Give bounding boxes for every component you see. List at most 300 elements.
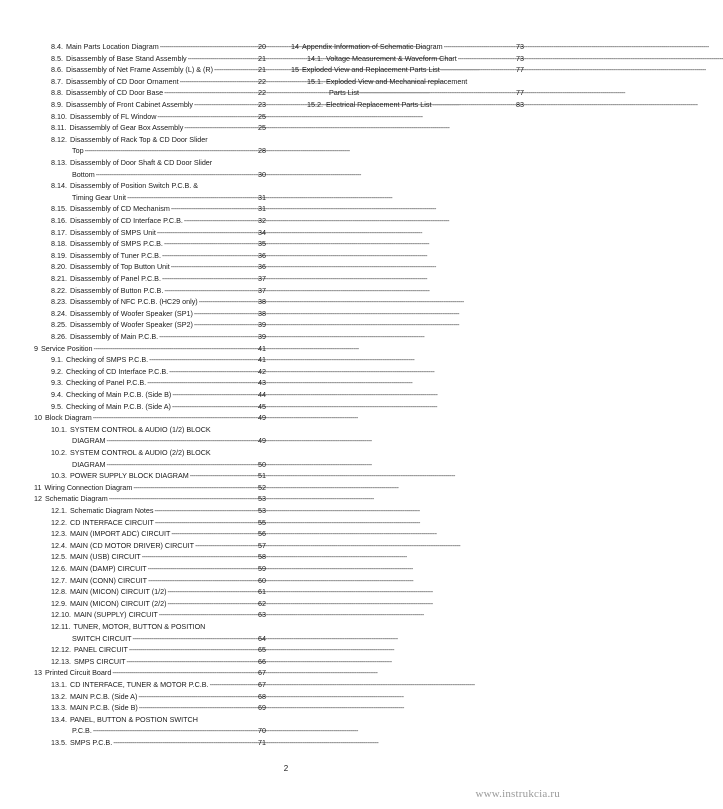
- toc-entry-title: Appendix Information of Schematic Diagram: [302, 42, 443, 51]
- toc-entry-title: Disassembly of Tuner P.C.B.: [70, 250, 161, 260]
- dot-leader: [138, 691, 257, 703]
- toc-entry-title: CD INTERFACE CIRCUIT: [70, 517, 154, 527]
- toc-entry-title: MAIN (IMPORT ADC) CIRCUIT: [70, 529, 171, 539]
- toc-entry-page: 31: [258, 204, 266, 214]
- toc-entry: [51, 551, 266, 563]
- toc-entry-number: 13: [34, 668, 42, 678]
- dot-leader: [133, 633, 258, 645]
- toc-entry-page: 83: [516, 100, 524, 109]
- toc-entry-page: 63: [258, 610, 266, 620]
- toc-entry-number: 8.22.: [51, 285, 67, 295]
- toc-entry-title: Disassembly of Woofer Speaker (SP2): [70, 320, 193, 330]
- toc-entry-page: 35: [258, 239, 266, 249]
- toc-entry: [72, 725, 266, 737]
- toc-entry-title: Block Diagram: [45, 413, 92, 423]
- toc-entry-page: 49: [258, 436, 266, 446]
- toc-entry: [307, 76, 524, 88]
- toc-entry-title: PANEL, BUTTON & POSTION SWITCH: [70, 714, 198, 724]
- toc-entry-title: Voltage Measurement & Waveform Chart: [326, 53, 457, 63]
- toc-entry: [34, 482, 266, 494]
- toc-entry: [51, 609, 266, 621]
- toc-entry-title: Disassembly of SMPS Unit: [70, 227, 156, 237]
- toc-entry-number: 10.2.: [51, 448, 67, 457]
- toc-entry-number: 12.8.: [51, 587, 67, 597]
- toc-entry-number: 8.25.: [51, 320, 67, 330]
- toc-entry-page: 56: [258, 529, 266, 539]
- toc-entry: [51, 366, 266, 378]
- toc-entry-title: Disassembly of Panel P.C.B.: [70, 274, 161, 283]
- dot-leader: [157, 227, 257, 239]
- dot-leader: [107, 459, 257, 471]
- toc-entry-title: Disassembly of CD Interface P.C.B.: [70, 216, 183, 225]
- toc-entry: [51, 656, 266, 668]
- toc-entry-title: Disassembly of Front Cabinet Assembly: [66, 100, 194, 109]
- toc-entry-number: 8.17.: [51, 227, 67, 237]
- toc-entry-page: 21: [258, 53, 266, 63]
- toc-entry: [72, 435, 266, 447]
- dot-leader: [139, 702, 257, 714]
- toc-entry-title: TUNER, MOTOR, BUTTON & POSITION: [73, 622, 206, 631]
- toc-entry-page: 66: [258, 656, 266, 666]
- toc-entry-number: 13.2.: [51, 691, 67, 701]
- toc-entry-title: MAIN P.C.B. (Side B): [70, 703, 138, 713]
- toc-entry: [51, 644, 266, 656]
- toc-entry-number: 8.21.: [51, 274, 67, 283]
- toc-entry-title: DIAGRAM: [72, 436, 106, 446]
- toc-entry-title: Disassembly of Button P.C.B.: [70, 285, 164, 295]
- toc-entry-number: 12.11.: [51, 622, 71, 631]
- toc-entry-title: Parts List: [329, 88, 359, 98]
- toc-entry-page: 44: [258, 390, 266, 399]
- toc-entry-number: 12.9.: [51, 598, 67, 608]
- toc-entry-page: 65: [258, 645, 266, 655]
- toc-entry-number: 8.15.: [51, 204, 67, 214]
- toc-entry: [51, 377, 266, 389]
- toc-entry-number: 9: [34, 343, 38, 353]
- dot-leader: [432, 99, 515, 111]
- toc-entry: [51, 64, 266, 76]
- toc-entry-number: 11: [34, 482, 42, 492]
- toc-entry-page: 38: [258, 297, 266, 307]
- toc-entry: [51, 227, 266, 239]
- toc-entry-page: 49: [258, 413, 266, 423]
- toc-entry-number: 8.7.: [51, 76, 63, 86]
- toc-entry: [51, 470, 266, 482]
- toc-entry-number: 8.20.: [51, 262, 67, 272]
- toc-entry-title: Checking of Main P.C.B. (Side A): [66, 401, 171, 411]
- toc-entry: [51, 111, 266, 123]
- dot-leader: [85, 145, 257, 157]
- toc-entry-title: Printed Circuit Board: [45, 668, 112, 678]
- dot-leader: [360, 87, 515, 99]
- toc-entry-page: 23: [258, 100, 266, 109]
- toc-entry-page: 30: [258, 169, 266, 179]
- toc-entry-page: 25: [258, 111, 266, 121]
- toc-entry-title: Wiring Connection Diagram: [44, 482, 133, 492]
- dot-leader: [164, 238, 257, 250]
- toc-entry-title: SWITCH CIRCUIT: [72, 633, 132, 643]
- toc-entry-number: 12.12.: [51, 645, 71, 655]
- toc-entry-page: 60: [258, 575, 266, 585]
- toc-entry-page: 36: [258, 262, 266, 272]
- page-number: 2: [283, 764, 289, 773]
- toc-entry-number: 14.1.: [307, 53, 323, 63]
- dot-leader: [172, 401, 257, 413]
- toc-entry-title: Disassembly of Top Button Unit: [70, 262, 170, 272]
- toc-entry-number: 13.4.: [51, 714, 67, 724]
- toc-entry: [51, 563, 266, 575]
- dot-leader: [159, 609, 257, 621]
- toc-entry-title: Disassembly of Rack Top & CD Door Slider: [70, 134, 208, 144]
- toc-entry-title: Checking of Panel P.C.B.: [66, 378, 147, 388]
- toc-entry: [307, 99, 524, 111]
- dot-leader: [162, 250, 257, 262]
- dot-leader: [148, 563, 257, 575]
- toc-entry-title: Service Position: [41, 343, 93, 353]
- toc-entry-number: 12.3.: [51, 529, 67, 539]
- toc-entry-number: 13.3.: [51, 703, 67, 713]
- toc-entry: [51, 215, 266, 227]
- toc-entry-title: Disassembly of Net Frame Assembly (L) & (R): [66, 65, 213, 75]
- toc-entry-page: 32: [258, 216, 266, 225]
- toc-entry: [51, 296, 266, 308]
- toc-entry-title: Disassembly of SMPS P.C.B.: [70, 239, 163, 249]
- dot-leader: [127, 192, 257, 204]
- toc-entry-title: Disassembly of CD Door Ornament: [66, 76, 179, 86]
- toc-entry-page: 55: [258, 517, 266, 527]
- toc-entry-page: 57: [258, 540, 266, 550]
- toc-entry-page: 69: [258, 703, 266, 713]
- toc-entry: [51, 424, 266, 436]
- dot-leader: [195, 540, 257, 552]
- toc-entry: [72, 633, 266, 645]
- toc-entry-title: MAIN (CD MOTOR DRIVER) CIRCUIT: [70, 540, 195, 550]
- toc-entry: [51, 134, 266, 146]
- toc-entry-number: 8.12.: [51, 134, 67, 144]
- toc-entry-title: Schematic Diagram: [45, 494, 108, 504]
- toc-entry-number: 12.1.: [51, 506, 67, 515]
- toc-entry: [51, 250, 266, 262]
- toc-entry-page: 61: [258, 587, 266, 597]
- dot-leader: [112, 667, 257, 679]
- dot-leader: [107, 435, 257, 447]
- toc-entry-number: 8.19.: [51, 250, 67, 260]
- dot-leader: [157, 111, 257, 123]
- toc-entry-number: 8.23.: [51, 297, 67, 307]
- dot-leader: [96, 169, 257, 181]
- toc-entry-number: 9.3.: [51, 378, 63, 388]
- toc-entry-title: Exploded View and Replacement Parts List: [302, 65, 440, 75]
- toc-entry-title: SYSTEM CONTROL & AUDIO (2/2) BLOCK: [70, 448, 211, 457]
- toc-entry: [51, 261, 266, 273]
- dot-leader: [159, 331, 257, 343]
- toc-entry-page: 67: [258, 668, 266, 678]
- toc-entry-title: Disassembly of CD Door Base: [66, 88, 164, 98]
- toc-entry: [51, 203, 266, 215]
- toc-entry: [34, 667, 266, 679]
- toc-entry-number: 12.10.: [51, 610, 71, 620]
- toc-entry: [51, 99, 266, 111]
- toc-entry-page: 20: [258, 42, 266, 51]
- dot-leader: [199, 296, 257, 308]
- toc-entry-number: 12.13.: [51, 656, 71, 666]
- toc-entry-number: 12.7.: [51, 575, 67, 585]
- toc-entry-title: SYSTEM CONTROL & AUDIO (1/2) BLOCK: [70, 424, 211, 434]
- toc-entry: [51, 180, 266, 192]
- toc-entry-page: 73: [516, 53, 524, 63]
- toc-entry-title: Disassembly of Main P.C.B.: [70, 332, 159, 341]
- toc-entry-title: Schematic Diagram Notes: [70, 506, 154, 515]
- toc-entry: [51, 87, 266, 99]
- toc-entry-page: 52: [258, 482, 266, 492]
- toc-entry: [291, 64, 524, 76]
- toc-entry: [51, 737, 266, 749]
- toc-entry-title: P.C.B.: [72, 726, 92, 736]
- toc-entry-number: 15: [291, 65, 299, 75]
- toc-entry: [51, 331, 266, 343]
- toc-entry: [51, 505, 266, 517]
- toc-entry-number: 8.9.: [51, 100, 63, 109]
- dot-leader: [184, 215, 257, 227]
- toc-entry-number: 8.24.: [51, 308, 67, 318]
- dot-leader: [129, 644, 257, 656]
- dot-leader: [172, 389, 257, 401]
- toc-entry-title: Disassembly of FL Window: [70, 111, 157, 121]
- dot-leader: [127, 656, 258, 668]
- toc-entry: [34, 412, 266, 424]
- toc-entry-number: 8.18.: [51, 239, 67, 249]
- toc-entry: [51, 517, 266, 529]
- toc-entry: [51, 540, 266, 552]
- toc-entry: [51, 41, 266, 53]
- toc-entry: [51, 273, 266, 285]
- toc-entry-number: 8.10.: [51, 111, 67, 121]
- toc-entry-page: 31: [258, 192, 266, 202]
- toc-entry-number: 12.2.: [51, 517, 67, 527]
- toc-entry-title: MAIN (MICON) CIRCUIT (2/2): [70, 598, 167, 608]
- toc-entry-title: Disassembly of Gear Box Assembly: [69, 123, 184, 133]
- toc-entry-page: 67: [258, 680, 266, 689]
- toc-entry: [51, 528, 266, 540]
- toc-entry-title: CD INTERFACE, TUNER & MOTOR P.C.B.: [70, 680, 209, 689]
- toc-entry: [51, 389, 266, 401]
- dot-leader: [194, 308, 257, 320]
- dot-leader: [180, 76, 257, 88]
- toc-entry-number: 12.6.: [51, 564, 67, 573]
- dot-leader: [93, 725, 257, 737]
- toc-entry-number: 8.5.: [51, 53, 63, 63]
- toc-entry: [329, 87, 524, 99]
- toc-entry-number: 8.16.: [51, 216, 67, 225]
- toc-entry-number: 8.4.: [51, 42, 63, 51]
- dot-leader: [93, 412, 257, 424]
- toc-entry-page: 62: [258, 598, 266, 608]
- toc-entry-title: Disassembly of Position Switch P.C.B. &: [70, 181, 199, 191]
- toc-entry-title: Disassembly of Base Stand Assembly: [66, 53, 187, 63]
- toc-entry-title: MAIN (CONN) CIRCUIT: [70, 575, 148, 585]
- toc-entry-title: MAIN (DAMP) CIRCUIT: [70, 564, 147, 573]
- dot-leader: [160, 41, 257, 53]
- toc-entry-page: 77: [516, 65, 524, 75]
- watermark: www.instrukcia.ru: [475, 788, 560, 800]
- toc-entry-page: 77: [516, 88, 524, 98]
- toc-entry: [72, 145, 266, 157]
- toc-entry-number: 12.5.: [51, 552, 67, 562]
- toc-entry-title: Checking of Main P.C.B. (Side B): [66, 390, 172, 399]
- toc-entry-number: 9.2.: [51, 366, 63, 376]
- toc-entry-page: 22: [258, 76, 266, 86]
- dot-leader: [444, 41, 515, 53]
- toc-entry-title: PANEL CIRCUIT: [73, 645, 128, 655]
- toc-entry-page: 45: [258, 401, 266, 411]
- toc-entry-number: 8.26.: [51, 332, 67, 341]
- toc-entry: [291, 41, 524, 53]
- toc-entry-title: SMPS CIRCUIT: [73, 656, 126, 666]
- toc-entry: [51, 598, 266, 610]
- toc-entry-page: 64: [258, 633, 266, 643]
- toc-entry-title: Timing Gear Unit: [72, 192, 127, 202]
- toc-entry-title: MAIN (SUPPLY) CIRCUIT: [73, 610, 158, 620]
- dot-leader: [109, 493, 257, 505]
- toc-entry-title: DIAGRAM: [72, 459, 106, 469]
- toc-entry-title: Disassembly of CD Mechanism: [70, 204, 170, 214]
- toc-entry: [34, 493, 266, 505]
- toc-entry-page: 70: [258, 726, 266, 736]
- toc-entry-title: SMPS P.C.B.: [70, 738, 113, 747]
- toc-entry-page: 51: [258, 471, 266, 481]
- toc-entry: [51, 157, 266, 169]
- toc-entry: [51, 354, 266, 366]
- dot-leader: [441, 64, 515, 76]
- dot-leader: [184, 122, 257, 134]
- dot-leader: [171, 203, 257, 215]
- toc-entry-title: Disassembly of Door Shaft & CD Door Slider: [70, 158, 213, 167]
- toc-entry-number: 12: [34, 494, 42, 504]
- dot-leader: [164, 285, 257, 297]
- toc-entry-number: 10.1.: [51, 424, 67, 434]
- toc-entry-number: 13.1.: [51, 680, 67, 689]
- toc-entry: [51, 679, 266, 691]
- toc-entry: [51, 238, 266, 250]
- toc-entry-page: 59: [258, 564, 266, 573]
- toc-entry-number: 14: [291, 42, 299, 51]
- dot-leader: [190, 470, 257, 482]
- toc-entry-number: 13.5.: [51, 738, 67, 747]
- toc-entry-title: Checking of CD Interface P.C.B.: [66, 366, 169, 376]
- dot-leader: [148, 575, 257, 587]
- toc-entry-page: 39: [258, 332, 266, 341]
- dot-leader: [142, 551, 257, 563]
- dot-leader: [147, 377, 257, 389]
- toc-entry-page: 39: [258, 320, 266, 330]
- toc-entry-number: 8.13.: [51, 158, 67, 167]
- toc-entry: [72, 459, 266, 471]
- toc-entry-number: 8.6.: [51, 65, 63, 75]
- toc-entry: [51, 285, 266, 297]
- dot-leader: [171, 528, 257, 540]
- toc-entry-page: 58: [258, 552, 266, 562]
- dot-leader: [458, 53, 515, 65]
- toc-entry-title: Disassembly of Woofer Speaker (SP1): [70, 308, 193, 318]
- toc-entry-title: Disassembly of NFC P.C.B. (HC29 only): [70, 297, 198, 307]
- toc-entry-title: Bottom: [72, 169, 95, 179]
- toc-entry-page: 73: [516, 42, 524, 51]
- toc-entry-title: MAIN P.C.B. (Side A): [70, 691, 138, 701]
- toc-entry-page: 53: [258, 506, 266, 515]
- dot-leader: [210, 679, 257, 691]
- toc-entry-number: 9.5.: [51, 401, 63, 411]
- toc-entry-number: 8.11.: [51, 123, 67, 133]
- toc-entry: [51, 53, 266, 65]
- toc-entry: [51, 308, 266, 320]
- toc-entry-title: Electrical Replacement Parts List: [326, 100, 432, 109]
- toc-entry-title: MAIN (MICON) CIRCUIT (1/2): [70, 587, 167, 597]
- toc-entry-number: 8.14.: [51, 181, 67, 191]
- toc-entry-page: 37: [258, 285, 266, 295]
- dot-leader: [113, 737, 257, 749]
- dot-leader: [149, 354, 257, 366]
- toc-entry-number: 10.3.: [51, 471, 67, 481]
- toc-entry-number: 8.8.: [51, 88, 63, 98]
- toc-entry-page: 38: [258, 308, 266, 318]
- toc-entry-title: MAIN (USB) CIRCUIT: [70, 552, 141, 562]
- toc-entry-title: Top: [72, 146, 84, 156]
- toc-entry: [51, 447, 266, 459]
- toc-entry-page: 22: [258, 88, 266, 98]
- toc-entry-page: 21: [258, 65, 266, 75]
- toc-entry-page: 43: [258, 378, 266, 388]
- toc-entry-title: POWER SUPPLY BLOCK DIAGRAM: [70, 471, 189, 481]
- toc-entry-number: 15.2.: [307, 100, 323, 109]
- toc-entry-number: 12.4.: [51, 540, 67, 550]
- dot-leader: [133, 482, 257, 494]
- dot-leader: [214, 64, 257, 76]
- toc-entry: [307, 53, 524, 65]
- toc-entry: [34, 343, 266, 355]
- toc-entry-title: Exploded View and Mechanical replacement: [326, 76, 468, 86]
- dot-leader: [94, 343, 257, 355]
- toc-entry-page: 34: [258, 227, 266, 237]
- toc-entry: [72, 192, 266, 204]
- toc-entry: [51, 319, 266, 331]
- dot-leader: [168, 586, 258, 598]
- dot-leader: [194, 319, 257, 331]
- dot-leader: [171, 261, 257, 273]
- dot-leader: [194, 99, 257, 111]
- toc-entry-title: Checking of SMPS P.C.B.: [66, 355, 149, 365]
- dot-leader: [188, 53, 257, 65]
- dot-leader: [164, 87, 257, 99]
- toc-entry-number: 9.1.: [51, 355, 63, 365]
- toc-entry-number: 15.1.: [307, 76, 323, 86]
- dot-leader: [155, 517, 257, 529]
- toc-entry: [51, 621, 266, 633]
- toc-entry-page: 71: [258, 738, 266, 747]
- toc-entry: [51, 691, 266, 703]
- toc-entry: [51, 586, 266, 598]
- toc-entry: [51, 76, 266, 88]
- toc-entry: [72, 169, 266, 181]
- toc-entry-number: 10: [34, 413, 42, 423]
- dot-leader: [162, 273, 257, 285]
- toc-entry-page: 50: [258, 459, 266, 469]
- toc-entry-page: 42: [258, 366, 266, 376]
- toc-entry-title: Main Parts Location Diagram: [66, 42, 159, 51]
- toc-entry-page: 28: [258, 146, 266, 156]
- dot-leader: [155, 505, 258, 517]
- toc-entry-page: 37: [258, 274, 266, 283]
- toc-entry-page: 41: [258, 355, 266, 365]
